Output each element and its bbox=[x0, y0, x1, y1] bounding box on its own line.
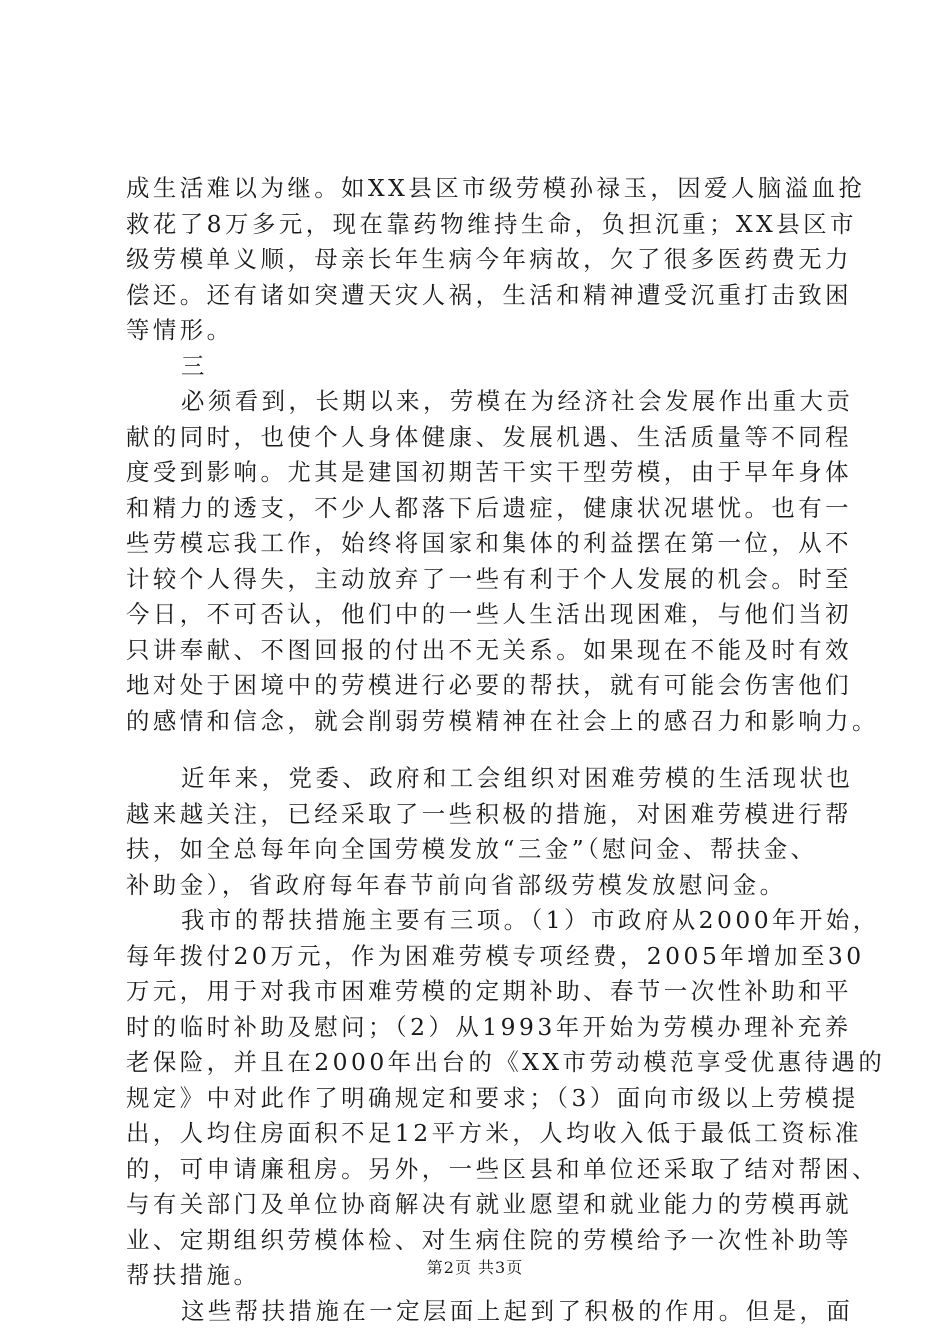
text-line: 这些帮扶措施在一定层面上起到了积极的作用。但是，面 bbox=[181, 1296, 854, 1325]
paragraph-gap bbox=[126, 739, 838, 761]
text-line: 和精力的透支，不少人都落下后遗症，健康状况堪忧。也有一 bbox=[126, 493, 853, 522]
text-line: 我市的帮扶措施主要有三项。（1）市政府从2000年开始， bbox=[181, 906, 880, 934]
text-line: 帮扶措施。 bbox=[126, 1261, 261, 1289]
text-line: 救花了8万多元，现在靠药物维持生命，负担沉重；XX县区市 bbox=[126, 209, 857, 238]
text-line: 等情形。 bbox=[126, 316, 234, 344]
text-line: 扶，如全总每年向全国劳模发放“三金”（慰问金、帮扶金、 bbox=[126, 835, 818, 863]
paragraph bbox=[126, 384, 879, 739]
text-line: 业、定期组织劳模体检、对生病住院的劳模给予一次性补助等 bbox=[126, 1225, 853, 1254]
text-line: 老保险，并且在2000年出台的《XX市劳动模范享受优惠待遇的 bbox=[126, 1048, 886, 1076]
paragraph bbox=[126, 171, 866, 349]
text-line: 献的同时，也使个人身体健康、发展机遇、生活质量等不同程 bbox=[126, 422, 853, 451]
text-line: 度受到影响。尤其是建国初期苦干实干型劳模，由于早年身体 bbox=[126, 458, 853, 486]
text-line: 万元，用于对我市困难劳模的定期补助、春节一次性补助和平 bbox=[126, 977, 853, 1005]
text-line: 的感情和信念，就会削弱劳模精神在社会上的感召力和影响力。 bbox=[126, 706, 879, 735]
body-text bbox=[126, 171, 886, 1329]
text-line: 偿还。还有诸如突遭天灾人祸，生活和精神遭受沉重打击致困 bbox=[126, 280, 853, 309]
text-line: 今日，不可否认，他们中的一些人生活出现困难，与他们当初 bbox=[126, 600, 853, 628]
text-line: 出，人均住房面积不足12平方米，人均收入低于最低工资标准 bbox=[126, 1119, 862, 1147]
paragraph bbox=[126, 903, 886, 1294]
paragraph bbox=[126, 349, 838, 385]
text-line: 补助金），省政府每年春节前向省部级劳模发放慰问金。 bbox=[126, 870, 787, 899]
text-line: 计较个人得失，主动放弃了一些有利于个人发展的机会。时至 bbox=[126, 564, 853, 593]
text-line: 规定》中对此作了明确规定和要求；（3）面向市级以上劳模提 bbox=[126, 1083, 859, 1112]
paragraph bbox=[126, 1294, 854, 1330]
text-line: 的，可申请廉租房。另外，一些区县和单位还采取了结对帮困、 bbox=[126, 1154, 879, 1183]
text-line: 近年来，党委、政府和工会组织对困难劳模的生活现状也 bbox=[181, 764, 854, 792]
page-footer: 第2页 共3页 bbox=[426, 1258, 524, 1277]
text-line: 时的临时补助及慰问；（2）从1993年开始为劳模办理补充养 bbox=[126, 1012, 852, 1041]
text-line: 每年拨付20万元，作为困难劳模专项经费，2005年增加至30 bbox=[126, 941, 865, 970]
text-line: 些劳模忘我工作，始终将国家和集体的利益摆在第一位，从不 bbox=[126, 529, 853, 557]
text-line: 必须看到，长期以来，劳模在为经济社会发展作出重大贡 bbox=[181, 387, 854, 415]
text-line: 成生活难以为继。如XX县区市级劳模孙禄玉，因爱人脑溢血抢 bbox=[126, 174, 866, 202]
text-line: 越来越关注，已经采取了一些积极的措施，对困难劳模进行帮 bbox=[126, 799, 853, 828]
text-line: 三 bbox=[181, 351, 208, 380]
text-line: 只讲奉献、不图回报的付出不无关系。如果现在不能及时有效 bbox=[126, 635, 853, 664]
text-line: 地对处于困境中的劳模进行必要的帮扶，就有可能会伤害他们 bbox=[126, 671, 853, 699]
text-line: 与有关部门及单位协商解决有就业愿望和就业能力的劳模再就 bbox=[126, 1190, 853, 1218]
text-line: 级劳模单义顺，母亲长年生病今年病故，欠了很多医药费无力 bbox=[126, 245, 853, 273]
paragraph bbox=[126, 761, 854, 903]
